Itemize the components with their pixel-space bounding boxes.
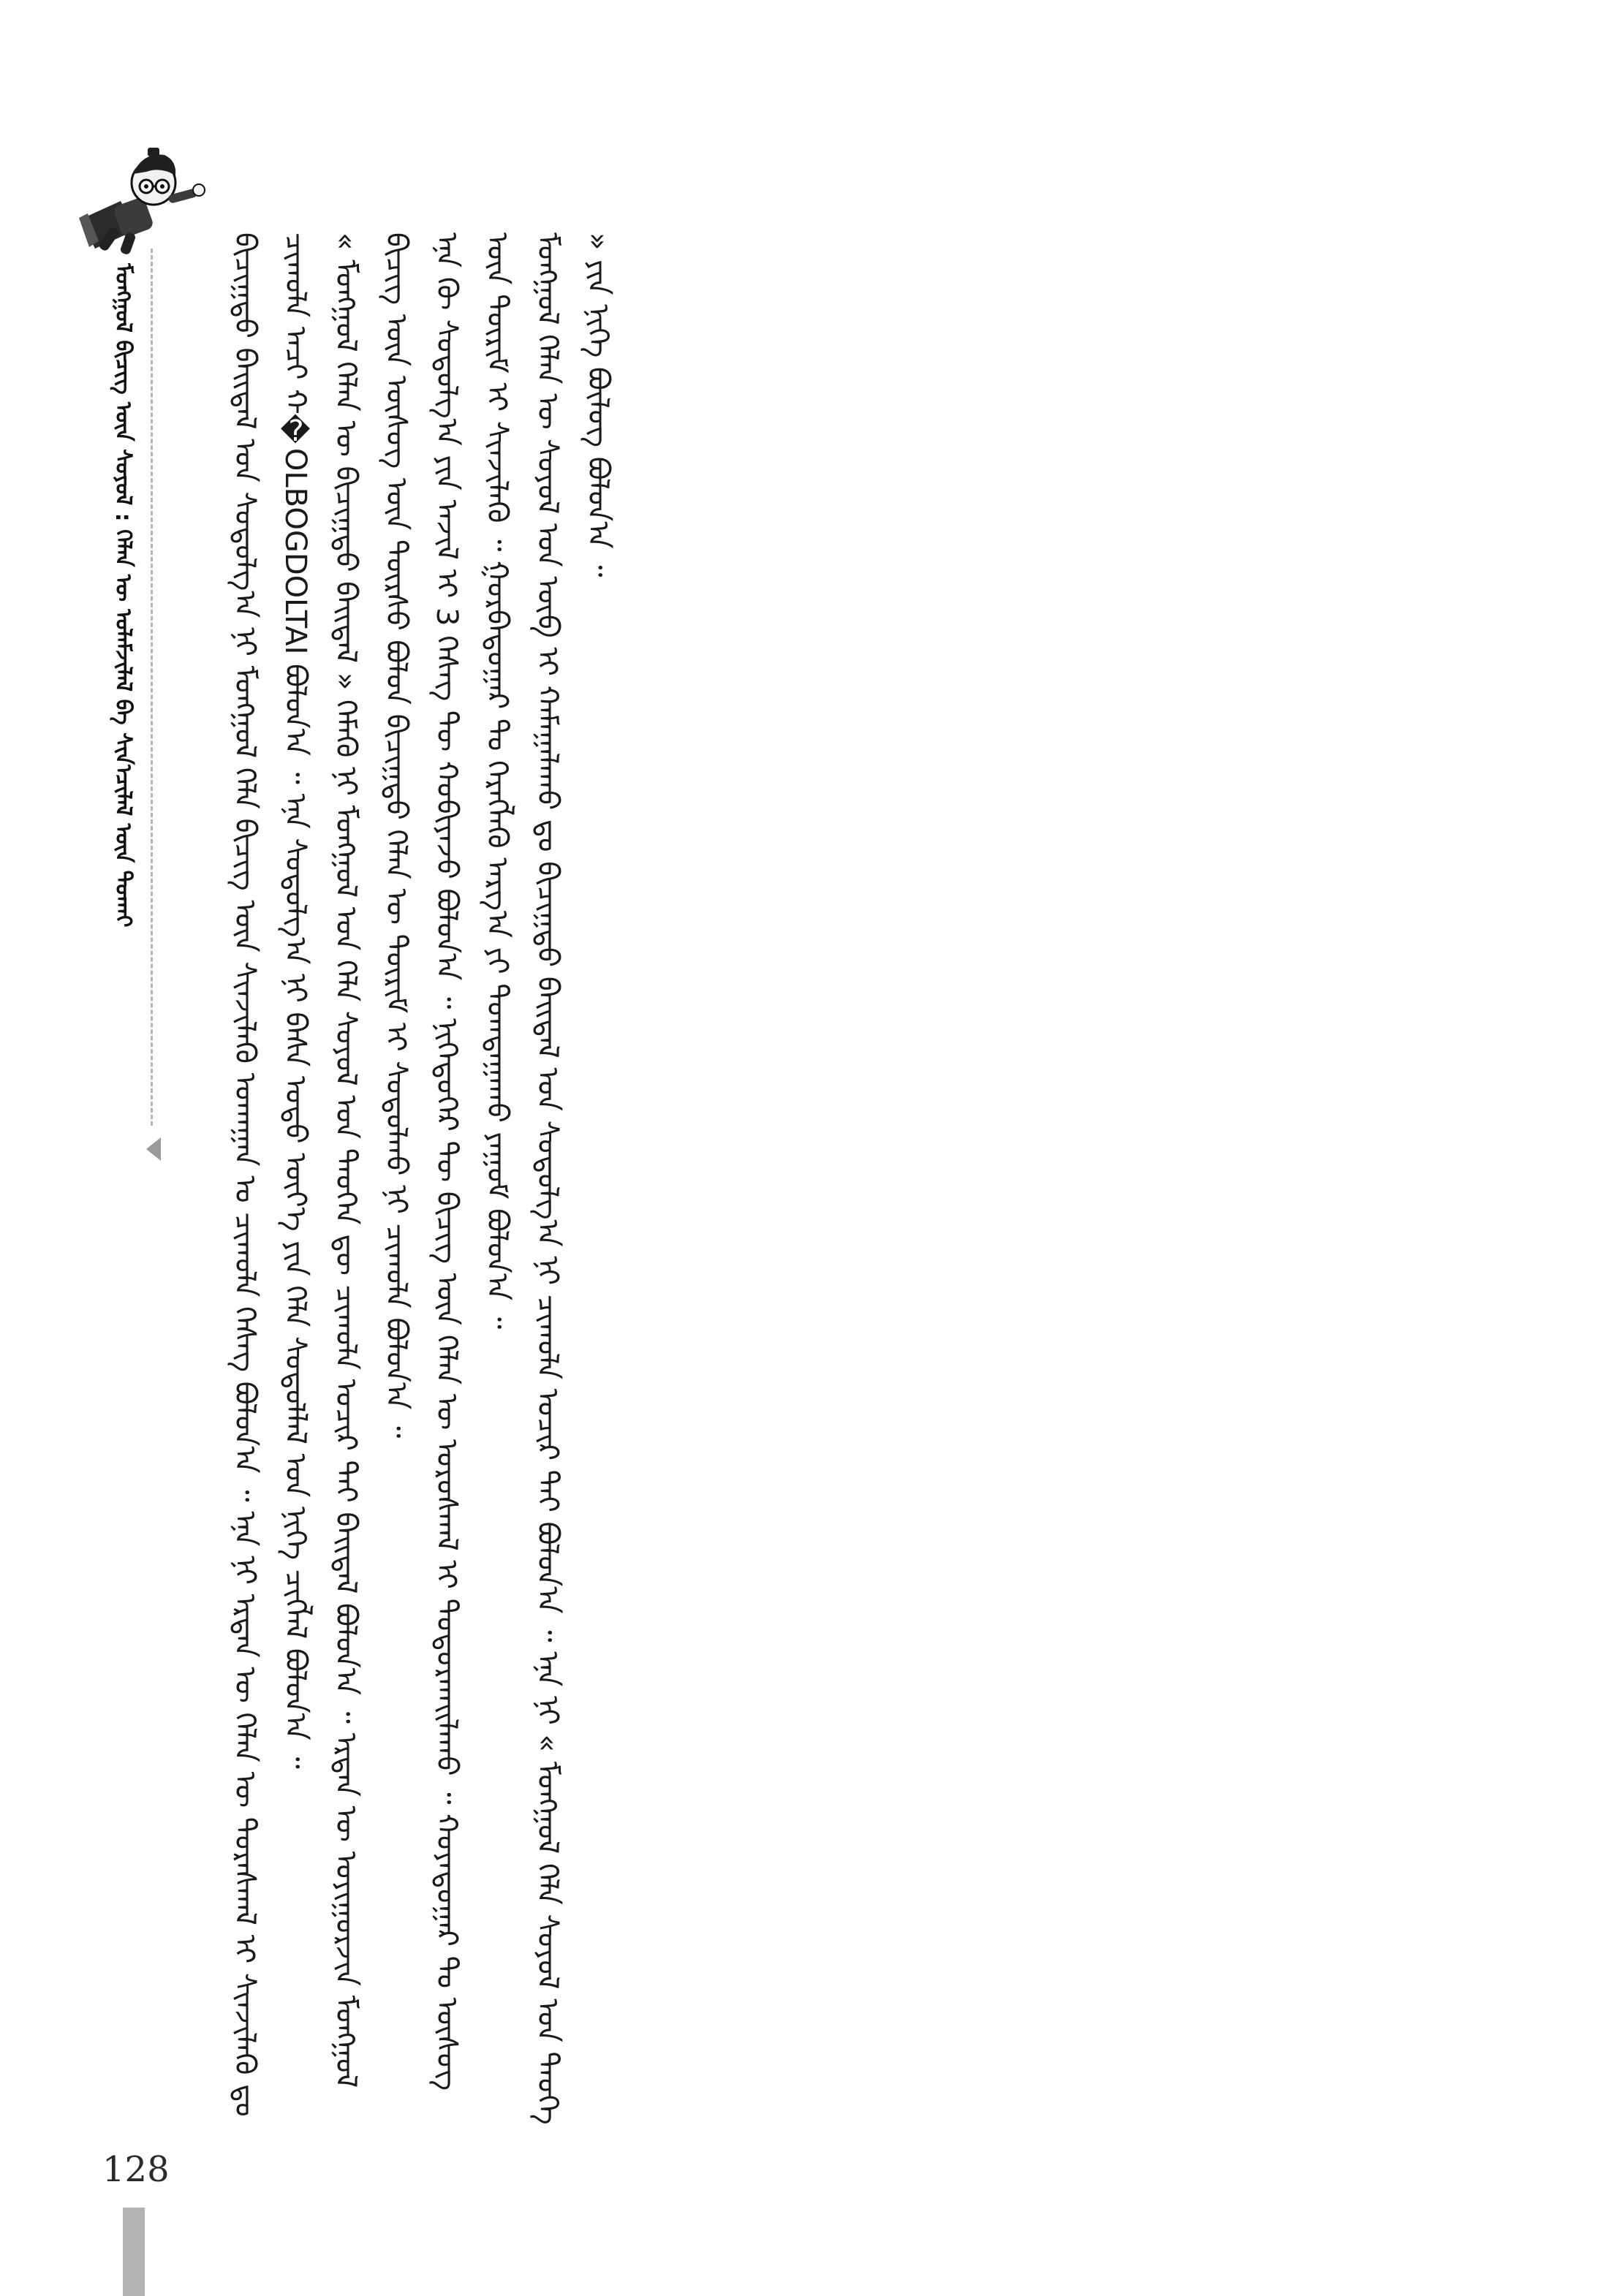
- running-header: [101, 263, 145, 1096]
- eye-right-shape: [160, 184, 164, 189]
- hat-top-shape: [148, 148, 159, 156]
- eye-left-shape: [144, 184, 148, 189]
- header-divider-line: [151, 249, 153, 1126]
- body-text-block: [219, 232, 797, 2133]
- header-arrow-icon: [146, 1137, 161, 1161]
- body-paragraph-4: ᠮᠣᠩᠭᠣᠯ ᠬᠡᠯᠡᠨ ᠦ ᠰᠣᠶᠣᠯ ᠤᠨ ᠦᠪ ᠢ ᠬᠠᠮᠠᠭᠠᠯᠠᠬᠤ ᠳᠤ ᠪᠢᠴᠢᠭ᠋ᠲᠦ ᠪᠠᠢᠳᠠᠯ ᠤᠨ ᠰᠤᠳᠤᠯᠭ᠎ᠠ ᠨᠢ ᠴᠢᠬᠤᠯᠠ ᠤᠴᠢᠷ ᠲᠠᠢ ᠪᠣᠯᠤᠨ᠎ᠠ ᠃ ᠡᠨᠡ ᠨᠢ « ᠮᠣᠩᠭᠣᠯ ᠬᠡᠯᠡ ᠰᠣᠶᠣᠯ ᠤᠨ ᠲᠡᠦᠬᠡ » ᠶᠢᠨ ᠨᠢᠭᠡ ᠪᠦᠯᠦᠭ ᠪᠣᠯᠤᠨ᠎ᠠ ᠃: [531, 232, 615, 2125]
- body-paragraph-3: ᠡᠨᠡ ᠬᠦ ᠰᠤᠳᠤᠯᠭ᠎ᠠ ᠶᠢᠨ ᠠᠵᠢᠯ ᠢ 3 ᠬᠡᠰᠡᠭ ᠲᠦ ᠬᠤᠪᠢᠶᠠᠵᠤ ᠪᠣᠯᠤᠨ᠎ᠠ ᠃ ᠨᠢᠭᠡᠳᠦᠭᠡᠷ ᠲᠦ ᠪᠢᠴᠢᠭ ᠦᠨ ᠬᠡᠯᠡᠨ ᠦ ᠤᠷᠤᠰᠬᠠᠯ ᠢ ᠲᠣᠳᠣᠷᠬᠠᠢᠯᠠᠬᠤ ᠃ ᠬᠣᠶᠠᠳᠤᠭᠠᠷ ᠲᠤ ᠦᠰᠦᠭ ᠦᠨ ᠳᠦᠷᠢᠮ ᠢ ᠰᠢᠨᠵᠢᠯᠡᠬᠦ ᠃ ᠭᠤᠷᠪᠠᠳᠤᠭᠠᠷ ᠲᠤ ᠬᠡᠷᠡᠭᠯᠡᠬᠦ ᠠᠷᠭ᠎ᠠ ᠶᠢ ᠲᠣᠭᠲᠠᠭᠠᠬᠤ ᠶᠠᠭᠤᠮ ᠪᠣᠯᠤᠨ᠎ᠠ ᠃: [430, 232, 514, 2091]
- body-paragraph-2: « ᠮᠣᠩᠭᠣᠯ ᠬᠡᠯᠡᠨ ᠦ ᠪᠢᠴᠢᠭ᠋ᠲᠦ ᠪᠠᠢᠳᠠᠯ » ᠬᠡᠮᠡᠬᠦ ᠨᠢ ᠮᠣᠩᠭᠣᠯ ᠤᠨ ᠬᠡᠯᠡ ᠰᠣᠶᠣᠯ ᠤᠨ ᠲᠡᠦᠬᠡᠨ ᠳᠦ ᠴᠢᠬᠤᠯᠠ ᠤᠴᠢᠷ ᠲᠠᠢ ᠪᠠᠢᠳᠠᠯ ᠪᠣᠯᠤᠨ᠎ᠠ ᠃ ᠡᠷᠲᠡᠨ ᠦ ᠤᠶᠢᠭᠤᠷᠵᠢᠨ ᠮᠣᠩᠭᠣᠯ ᠪᠢᠴᠢᠭ ᠦᠨ ᠦᠰᠦᠭ ᠦᠨ ᠳᠦᠷᠰᠦ ᠪᠣᠯᠤᠨ ᠪᠢᠴᠢᠭ᠋ᠲᠦ ᠬᠡᠯᠡᠨ ᠦ ᠳᠦᠷᠢᠮ ᠢ ᠰᠤᠳᠤᠯᠬᠤ ᠨᠢ ᠴᠢᠬᠤᠯᠠ ᠪᠣᠯᠤᠨ᠎ᠠ ᠃: [329, 232, 413, 2088]
- page-number: 128: [102, 2149, 170, 2190]
- hand-shape: [193, 184, 205, 196]
- running-header-title: ᠮᠣᠩᠭᠣᠯ ᠪᠢᠴᠢᠭ ᠦᠨ ᠰᠣᠶᠣᠯ : ᠬᠡᠯᠡᠨ ᠦ ᠤᠯᠠᠮᠵᠢᠯᠠᠯ ᠪᠠ ᠰᠢᠨ᠎ᠡᠴᠢᠯᠡᠯ ᠦᠨ ᠲᠤᠬᠠᠢ: [110, 263, 136, 928]
- flying-boy-mascot-icon: [66, 132, 219, 263]
- body-paragraph-1: ᠪᠢᠴᠢᠭ᠋ᠲᠦ ᠪᠠᠢᠳᠠᠯ ᠤᠨ ᠰᠤᠳᠤᠯᠭ᠎ᠠ ᠨᠢ ᠮᠣᠩᠭᠣᠯ ᠬᠡᠯᠡ ᠪᠢᠴᠢᠭ ᠦᠨ ᠰᠢᠨᠵᠢᠯᠡᠬᠦ ᠤᠬᠠᠭᠠᠨ ᠤ ᠴᠢᠬᠤᠯᠠ ᠬᠡᠰᠡᠭ ᠪᠣᠯᠤᠨ᠎ᠠ ᠃ ᠡᠨᠡ ᠨᠢ ᠡᠷᠲᠡᠨ ᠦ ᠬᠡᠯᠡᠨ ᠦ ᠳᠤᠷᠠᠰᠬᠠᠯ ᠢ ᠰᠢᠨᠵᠢᠯᠡᠬᠦ ᠳᠤ ᠴᠢᠬᠤᠯᠠ ᠠᠴᠢ ᠬ�OLBOGDOLTAI ᠪᠣᠯᠤᠨ᠎ᠠ ᠃ ᠡᠨᠡ ᠰᠤᠳᠤᠯᠭ᠎ᠠ ᠨᠢ ᠪᠠᠰᠠ ᠣᠳᠣ ᠦᠶ᠎ᠡ ᠶᠢᠨ ᠬᠡᠯᠡ ᠰᠤᠳᠤᠯᠯᠠᠯ ᠤᠨ ᠨᠢᠭᠡ ᠴᠢᠭᠯᠡᠯ ᠪᠣᠯᠤᠨ᠎ᠠ ᠃: [228, 232, 312, 2117]
- page-edge-tab: [123, 2208, 145, 2296]
